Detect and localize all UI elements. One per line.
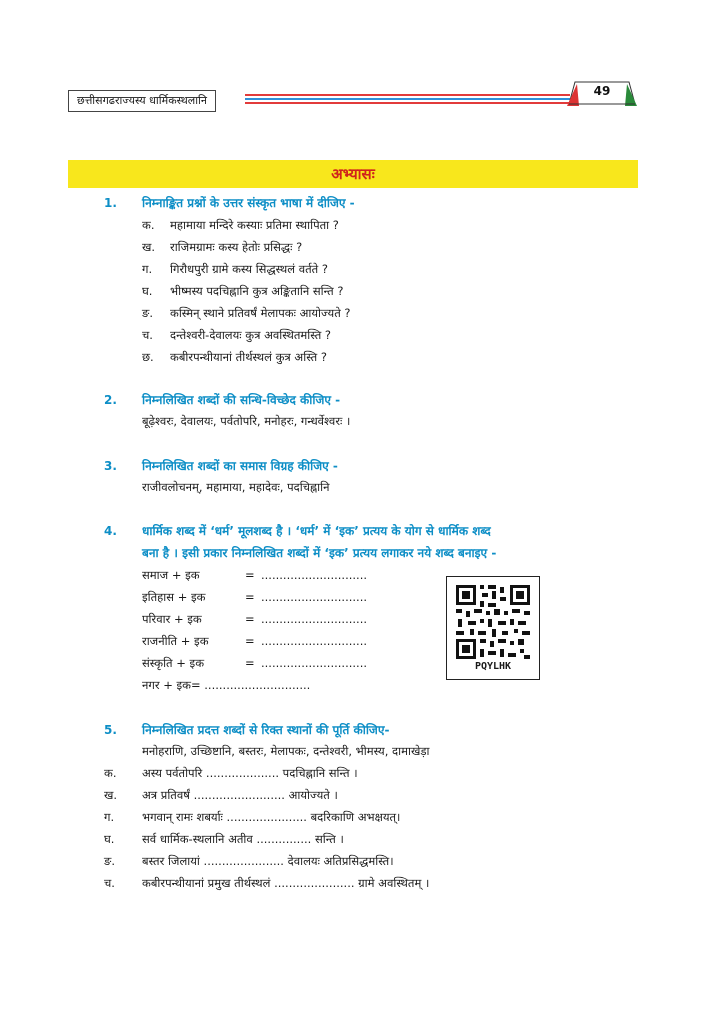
item-label: ख. [104,788,118,802]
answer-blank: ............................. [261,568,368,582]
equals-sign: = [245,634,255,648]
section-banner [68,160,638,188]
header-stripe-red [245,94,570,96]
item-text: भगवान् रामः शबर्याः ...................... बदरिकाणि अभक्षयत्। [142,810,401,824]
word-bank: मनोहराणि, उच्छिष्टानि, बस्तरः, मेलापकः, दन्तेश्वरी, भीमस्य, दामाखेड़ा [142,744,430,758]
item-text: अत्र प्रतिवर्षं ......................... आयोज्यते । [142,788,338,802]
list-item [104,830,344,848]
book-title: छत्तीसगढराज्यस्य धार्मिकस्थलानि [68,90,216,112]
item-label: ङ. [142,306,153,320]
word-formula: संस्कृति + इक [142,656,205,670]
item-text: राजिमग्रामः कस्य हेतोः प्रसिद्धः ? [170,240,303,254]
item-text: अस्य पर्वतोपरि .................... पदचिह्नानि सन्ति । [142,766,358,780]
list-item [142,348,327,366]
item-text: सर्व धार्मिक-स्थलानि अतीव ............... सन्ति । [142,832,344,846]
item-text: बस्तर जिलायां ...................... देवालयः अतिप्रसिद्धमस्ति। [142,854,394,868]
list-item [142,282,343,300]
question-text: निम्नलिखित शब्दों की सन्धि-विच्छेद कीजिए - [142,393,341,407]
equals-sign: = [245,612,255,626]
suffix-row [142,566,367,584]
list-item [104,786,338,804]
item-text: महामाया मन्दिरे कस्याः प्रतिमा स्थापिता ? [170,218,339,232]
equals-sign: = [245,568,255,582]
word-list: बूढ़ेश्वरः, देवालयः, पर्वतोपरि, मनोहरः, गन्धर्वेश्वरः । [142,414,351,428]
item-label: च. [104,876,115,890]
qr-code-icon [454,583,532,661]
question-5 [104,720,644,742]
list-item [104,874,429,892]
question-2 [104,390,644,412]
list-item [142,216,339,234]
list-item [104,808,400,826]
item-label: क. [104,766,117,780]
suffix-row [142,588,367,606]
item-label: च. [142,328,153,342]
question-number: 2. [104,393,117,407]
item-text: गिरौधपुरी ग्रामे कस्य सिद्धस्थलं वर्तते ? [170,262,328,276]
section-title: अभ्यासः [331,165,375,183]
question-number: 1. [104,196,117,210]
item-text: भीष्मस्य पदचिह्नानि कुत्र अङ्कितानि सन्ति ? [170,284,344,298]
item-label: घ. [104,832,115,846]
question-text-line-1: धार्मिक शब्द में ‘धर्म’ मूलशब्द है । ‘धर्म’ में ‘इक’ प्रत्यय के योग से धार्मिक शब्द [142,524,491,538]
suffix-row-last: नगर + इक= ............................. [142,678,311,692]
answer-blank: ............................. [261,612,368,626]
page-number: 49 [593,84,611,98]
list-item [104,764,358,782]
item-label: घ. [142,284,153,298]
list-item [142,238,302,256]
word-formula: परिवार + इक [142,612,202,626]
item-text: कस्मिन् स्थाने प्रतिवर्षं मेलापकः आयोज्यते ? [170,306,351,320]
question-number: 4. [104,524,117,538]
answer-blank: ............................. [261,590,368,604]
question-number: 3. [104,459,117,473]
list-item [142,260,328,278]
qr-code-label: PQYLHK [474,661,512,672]
item-label: क. [142,218,155,232]
suffix-row [142,654,367,672]
word-formula: इतिहास + इक [142,590,206,604]
equals-sign: = [245,590,255,604]
item-label: ग. [142,262,153,276]
header-stripe-blue [245,98,570,100]
page-number-badge [565,78,639,108]
item-label: ग. [104,810,115,824]
header-stripe-red-2 [245,102,570,104]
question-text: निम्नलिखित शब्दों का समास विग्रह कीजिए - [142,459,338,473]
word-list: राजीवलोचनम्, महामाया, महादेवः, पदचिह्नानि [142,480,330,494]
suffix-row [142,632,367,650]
list-item [142,304,351,322]
answer-blank: ............................. [261,656,368,670]
item-text: कबीरपन्थीयानां तीर्थस्थलं कुत्र अस्ति ? [170,350,327,364]
word-formula: समाज + इक [142,568,200,582]
question-text: निम्नाङ्कित प्रश्नों के उत्तर संस्कृत भाषा में दीजिए - [142,196,355,210]
question-text: निम्नलिखित प्रदत्त शब्दों से रिक्त स्थानों की पूर्ति कीजिए- [142,723,390,737]
item-label: छ. [142,350,154,364]
list-item [104,852,394,870]
word-formula: राजनीति + इक [142,634,209,648]
question-number: 5. [104,723,117,737]
answer-blank: ............................. [261,634,368,648]
list-item [142,326,331,344]
question-4 [104,521,644,565]
suffix-row [142,610,367,628]
page-header [0,0,724,120]
question-text-line-2: बना है । इसी प्रकार निम्नलिखित शब्दों में ‘इक’ प्रत्यय लगाकर नये शब्द बनाइए - [142,546,497,560]
equals-sign: = [245,656,255,670]
item-text: दन्तेश्वरी-देवालयः कुत्र अवस्थितमस्ति ? [170,328,332,342]
item-label: ख. [142,240,156,254]
qr-code-box[interactable] [446,576,540,680]
item-label: ङ. [104,854,115,868]
question-3 [104,456,644,478]
item-text: कबीरपन्थीयानां प्रमुख तीर्थस्थलं ...................... ग्रामे अवस्थितम् । [142,876,430,890]
